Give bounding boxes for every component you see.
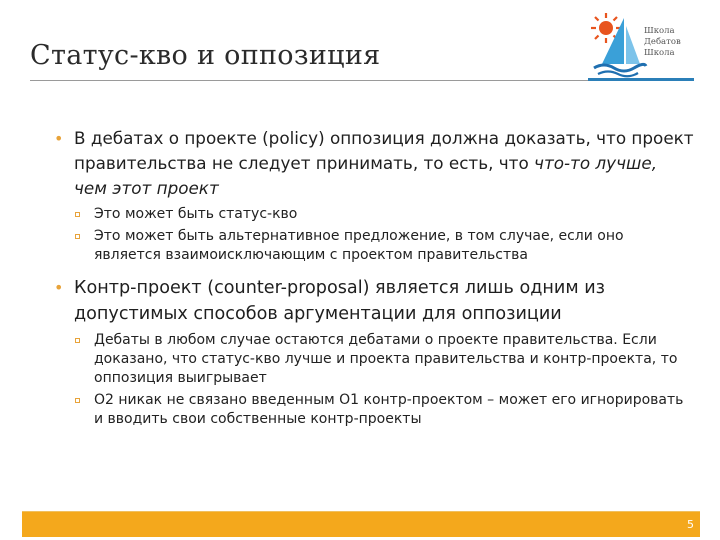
bullet-1 — [54, 126, 694, 201]
sub-bullet-text: Это может быть альтернативное предложение, в том случае, если оно является взаимоисключающим с проектом правительства — [94, 228, 624, 263]
sub-bullet — [54, 391, 694, 429]
sub-bullet-text: О2 никак не связано введенным О1 контр-проектом – может его игнорировать и вводить свои собственные контр-проекты — [94, 392, 684, 427]
square-bullet-icon — [75, 234, 80, 239]
square-bullet-icon — [75, 212, 80, 217]
bullet-2-sublist — [54, 331, 694, 429]
page-number: 5 — [687, 518, 694, 531]
footer-bar — [22, 511, 700, 537]
bullet-dot-icon: • — [54, 278, 64, 297]
slide-title: Статус-кво и оппозиция — [30, 40, 381, 71]
logo-line-3: Школа — [644, 48, 675, 58]
sub-bullet — [54, 227, 694, 265]
sub-bullet-text: Дебаты в любом случае остаются дебатами о проекте правительства. Если доказано, что статус-кво лучше и проекта правительства и контр-проекта, то оппозиция выигрывает — [94, 332, 678, 386]
sub-bullet-text: Это может быть статус-кво — [94, 206, 298, 222]
bullet-1-sublist — [54, 205, 694, 265]
bullet-1-emphasis: что-то лучше, чем этот проект — [74, 153, 658, 198]
logo-line-2: Дебатов — [644, 37, 681, 47]
logo-underline — [588, 78, 694, 81]
bullet-2-text: Контр-проект (counter-proposal) является лишь одним из допустимых способов аргументации для оппозиции — [74, 278, 605, 324]
bullet-dot-icon: • — [54, 129, 64, 148]
bullet-1-text: В дебатах о проекте (policy) оппозиция должна доказать, что проект правительства не следует принимать, то есть, что — [74, 128, 694, 173]
bullet-2 — [54, 275, 694, 327]
square-bullet-icon — [75, 338, 80, 343]
square-bullet-icon — [75, 398, 80, 403]
sun-sail-icon — [588, 8, 648, 80]
logo-text — [644, 26, 692, 59]
school-logo — [588, 8, 694, 82]
logo-line-1: Школа — [644, 26, 675, 36]
sub-bullet — [54, 205, 694, 224]
slide-content — [54, 126, 694, 439]
sub-bullet — [54, 331, 694, 388]
